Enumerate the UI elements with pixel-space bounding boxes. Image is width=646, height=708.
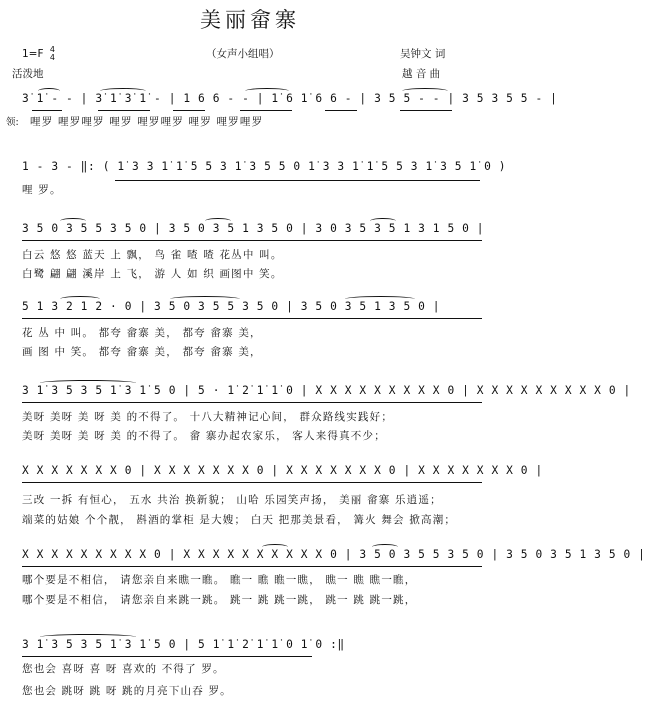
key-text: 1=F (22, 48, 44, 60)
slur (262, 544, 288, 550)
beam-line (32, 110, 62, 111)
performance-note: （女声小组唱） (206, 48, 280, 60)
slur (372, 544, 398, 550)
beam-line (22, 482, 482, 483)
beam-line (22, 656, 312, 657)
lyric-line-3-1: 白云 悠 悠 蓝天 上 飘， 鸟 雀 喳 喳 花丛中 叫。 (22, 249, 283, 261)
lyric-line-5-2: 美呀 美呀 美 呀 美 的不得了。 畲 寨办起农家乐， 客人来得真不少； (22, 430, 386, 442)
notation-line-2: 1 - 3 - ‖: ( 1̇ 3 3 1̇ 1̇ 5 5 3 1̇ 3 5 5 0 1̇ 3 3 1̇ 1̇ 5 5 3 1̇ 3 5 1̇ 0 ) (22, 160, 507, 173)
slur (60, 296, 100, 302)
slur (370, 218, 396, 224)
lyric-line-5-1: 美呀 美呀 美 呀 美 的不得了。 十八大精神记心间， 群众路线实践好； (22, 411, 394, 423)
beam-line (98, 110, 150, 111)
beam-line (22, 318, 482, 319)
lyric-line-8-1: 您也会 喜呀 喜 呀 喜欢的 不得了 罗。 (22, 663, 225, 675)
slur (245, 88, 289, 94)
slur (100, 88, 146, 94)
beam-line (22, 402, 482, 403)
notation-line-8: 3 1̇ 3 5 3 5 1̇ 3 1̇ 5 0 | 5 1̇ 1̇ 2̇ 1̇ 1̇ 0 1̇ 0 :‖ (22, 638, 345, 651)
lyric-line-7-2: 哪个要是不相信， 请您亲自来跳一跳。 跳一 跳 跳一跳， 跳一 跳 跳一跳， (22, 594, 417, 606)
slur (40, 380, 136, 386)
slur (345, 296, 415, 302)
beam-line (115, 180, 480, 181)
lyric-line-6-1: 三改 一拆 有恒心， 五水 共治 换新貌； 山哈 乐园笑声扬， 美丽 畲寨 乐逍遥； (22, 494, 442, 506)
lyric-line-2-1: 哩 罗。 (22, 184, 62, 196)
notation-line-4: 5 1 3 2 1 2 · 0 | 3 5 0 3 5 5 3 5 0 | 3 5 0 3 5 1 3 5 0 | (22, 300, 441, 313)
tempo-marking: 活泼地 (12, 68, 44, 80)
slur (205, 218, 231, 224)
beam-line (173, 110, 205, 111)
notation-line-5: 3 1̇ 3 5 3 5 1̇ 3 1̇ 5 0 | 5 · 1̇ 2̇ 1̇ 1̇ 0 | X X X X X X X X X 0 | X X X X X X X X X 0 | (22, 384, 631, 397)
notation-line-3: 3 5 0 3 5 5 3 5 0 | 3 5 0 3 5 1 3 5 0 | 3 0 3 5 3 5 1 3 1 5 0 | (22, 222, 485, 235)
time-signature: 4 4 (49, 45, 55, 62)
beam-line (22, 566, 482, 567)
notation-line-1: 3̇ 1̇ - - | 3̇ 1̇ 3̇ 1̇ - | 1 6 6 - - | 1̇ 6 1̇ 6 6 - | 3 5 5 - - | 3 5 3 5 5 - | (22, 92, 558, 105)
beam-line (240, 110, 292, 111)
lyricist-credit: 吴钟文 词 (400, 48, 446, 60)
beam-line (400, 110, 452, 111)
slur (38, 88, 60, 94)
lyric-line-4-1: 花 丛 中 叫。 都夸 畲寨 美， 都夸 畲寨 美， (22, 327, 262, 339)
slur (402, 88, 448, 94)
lyric-line-4-2: 画 图 中 笑。 都夸 畲寨 美， 都夸 畲寨 美， (22, 346, 262, 358)
lyric-line-1-1: 哩罗 哩罗哩罗 哩罗 哩罗哩罗 哩罗 哩罗哩罗 (30, 116, 264, 128)
lyric-line-6-2: 端菜的姑娘 个个靓， 斟酒的掌柜 是大嫂； 白天 把那美景看， 篝火 舞会 掀高潮； (22, 514, 457, 526)
lyric-line-3-2: 白鹭 翩 翩 溪岸 上 飞， 游 人 如 织 画图中 笑。 (22, 268, 283, 280)
beam-line (22, 240, 482, 241)
lyric-line-8-2: 您也会 跳呀 跳 呀 跳的月亮下山吞 罗。 (22, 685, 232, 697)
slur (60, 218, 86, 224)
composer-credit: 越 音 曲 (402, 68, 441, 80)
key-signature (22, 46, 55, 62)
lead-label: 领: (6, 117, 19, 128)
beam-line (325, 110, 357, 111)
notation-line-7: X X X X X X X X X 0 | X X X X X X X X X X 0 | 3 5 0 3 5 5 3 5 0 | 3 5 0 3 5 1 3 5 0 | (22, 548, 646, 561)
notation-line-6: X X X X X X X 0 | X X X X X X X 0 | X X X X X X X 0 | X X X X X X X 0 | (22, 464, 543, 477)
lyric-line-7-1: 哪个要是不相信， 请您亲自来瞧一瞧。 瞧一 瞧 瞧一瞧， 瞧一 瞧 瞧一瞧， (22, 574, 417, 586)
slur (40, 634, 136, 640)
song-title: 美丽畲寨 (200, 8, 300, 32)
slur (170, 296, 240, 302)
